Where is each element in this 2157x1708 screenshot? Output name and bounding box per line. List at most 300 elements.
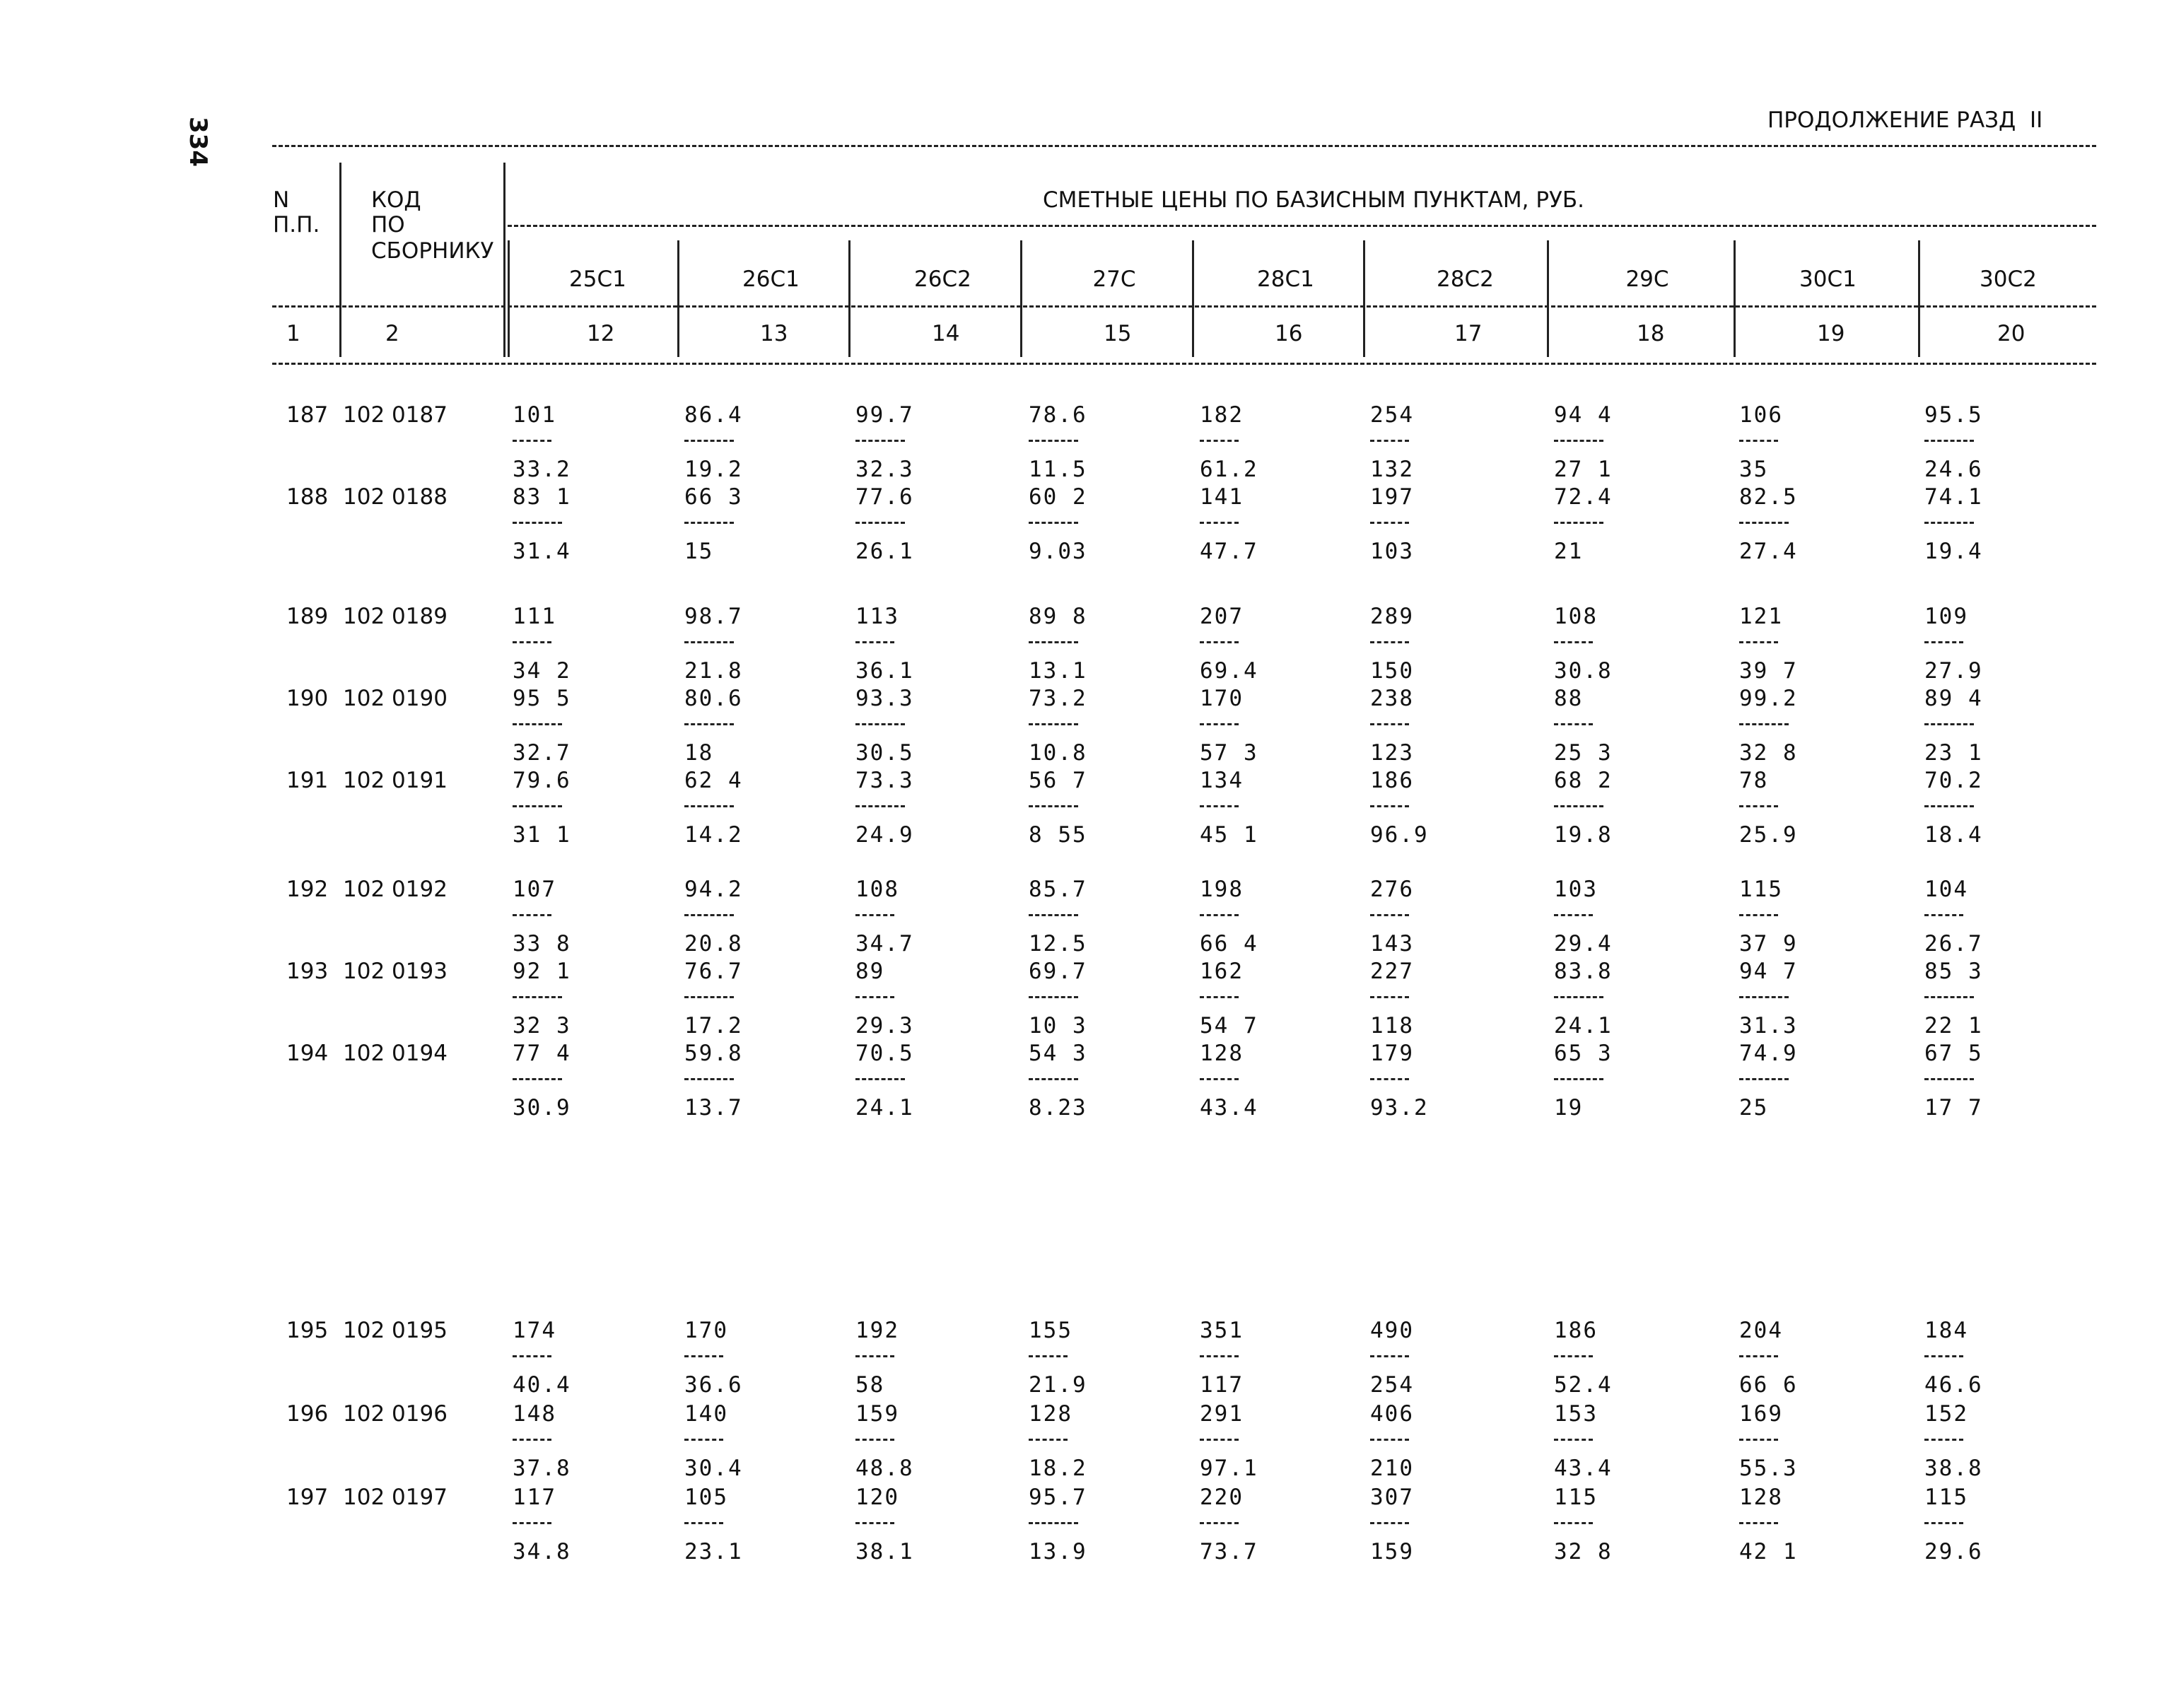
cell-top-value: 307: [1370, 1485, 1414, 1510]
header-point-sep: [677, 240, 679, 357]
cell-bottom-value: 29.3: [855, 1013, 914, 1039]
fraction-bar: [1739, 641, 1778, 643]
cell-bottom-value: 32.3: [855, 457, 914, 482]
header-np-line2: П.П.: [273, 212, 320, 238]
cell-top-value: 78.6: [1029, 402, 1087, 428]
fraction-bar: [855, 1355, 894, 1357]
fraction-bar: [855, 1078, 905, 1080]
fraction-bar: [513, 723, 562, 725]
cell-bottom-value: 21.9: [1029, 1372, 1087, 1398]
cell-bottom-value: 117: [1200, 1372, 1244, 1398]
header-col-number: 17: [1454, 321, 1483, 346]
cell-top-value: 186: [1370, 768, 1414, 793]
cell-bottom-value: 8 55: [1029, 822, 1087, 848]
cell-top-value: 141: [1200, 484, 1244, 510]
row-np: 195: [286, 1318, 329, 1343]
cell-top-value: 72.4: [1554, 484, 1613, 510]
cell-bottom-value: 31 1: [513, 822, 571, 848]
cell-bottom-value: 46.6: [1924, 1372, 1983, 1398]
fraction-bar: [855, 1439, 894, 1441]
cell-top-value: 186: [1554, 1318, 1598, 1343]
fraction-bar: [1370, 723, 1409, 725]
header-col-number: 15: [1104, 321, 1132, 346]
cell-top-value: 80.6: [684, 686, 743, 711]
header-code-line2: ПО: [371, 212, 405, 238]
cell-bottom-value: 34.8: [513, 1539, 571, 1564]
cell-top-value: 94.2: [684, 877, 743, 902]
cell-bottom-value: 143: [1370, 931, 1414, 957]
cell-bottom-value: 24.1: [1554, 1013, 1613, 1039]
fraction-bar: [513, 996, 562, 998]
header-col-sep-1: [339, 163, 341, 357]
cell-top-value: 54 3: [1029, 1041, 1087, 1066]
cell-top-value: 86.4: [684, 402, 743, 428]
cell-bottom-value: 38.1: [855, 1539, 914, 1564]
cell-top-value: 59.8: [684, 1041, 743, 1066]
row-code: 102 0191: [343, 768, 448, 793]
fraction-bar: [1029, 1078, 1078, 1080]
fraction-bar: [1924, 641, 1963, 643]
cell-bottom-value: 43.4: [1200, 1095, 1258, 1121]
fraction-bar: [1554, 522, 1603, 524]
cell-bottom-value: 13.7: [684, 1095, 743, 1121]
row-code: 102 0188: [343, 484, 448, 510]
cell-top-value: 66 3: [684, 484, 743, 510]
fraction-bar: [1739, 996, 1789, 998]
cell-top-value: 78: [1739, 768, 1769, 793]
fraction-bar: [1924, 996, 1974, 998]
header-col-sep-2: [503, 163, 505, 357]
cell-top-value: 113: [855, 604, 899, 629]
row-np: 197: [286, 1485, 329, 1510]
row-np: 187: [286, 402, 329, 428]
header-col-number: 20: [1997, 321, 2026, 346]
cell-bottom-value: 40.4: [513, 1372, 571, 1398]
cell-top-value: 192: [855, 1318, 899, 1343]
cell-top-value: 92 1: [513, 959, 571, 984]
cell-top-value: 109: [1924, 604, 1968, 629]
cell-top-value: 406: [1370, 1401, 1414, 1427]
header-point-sep: [848, 240, 850, 357]
cell-bottom-value: 24.1: [855, 1095, 914, 1121]
cell-top-value: 490: [1370, 1318, 1414, 1343]
cell-bottom-value: 26.7: [1924, 931, 1983, 957]
cell-bottom-value: 13.1: [1029, 658, 1087, 684]
header-point-label: 28С1: [1257, 267, 1314, 292]
cell-top-value: 170: [684, 1318, 728, 1343]
cell-bottom-value: 11.5: [1029, 457, 1087, 482]
cell-bottom-value: 55.3: [1739, 1456, 1798, 1481]
row-code: 102 0194: [343, 1041, 448, 1066]
fraction-bar: [855, 914, 894, 916]
fraction-bar: [1200, 522, 1239, 524]
fraction-bar: [1554, 996, 1603, 998]
cell-bottom-value: 27 1: [1554, 457, 1613, 482]
fraction-bar: [1370, 1522, 1409, 1524]
fraction-bar: [1200, 1522, 1239, 1524]
cell-bottom-value: 37 9: [1739, 931, 1798, 957]
cell-bottom-value: 22 1: [1924, 1013, 1983, 1039]
cell-bottom-value: 25.9: [1739, 822, 1798, 848]
cell-bottom-value: 19.4: [1924, 539, 1983, 564]
cell-bottom-value: 32.7: [513, 740, 571, 766]
cell-bottom-value: 66 4: [1200, 931, 1258, 957]
cell-top-value: 111: [513, 604, 556, 629]
cell-bottom-value: 19.8: [1554, 822, 1613, 848]
section-title: ПРОДОЛЖЕНИЕ РАЗД II: [1767, 107, 2043, 133]
cell-top-value: 103: [1554, 877, 1598, 902]
cell-top-value: 117: [513, 1485, 556, 1510]
header-point-label: 30С2: [1980, 267, 2037, 292]
cell-top-value: 108: [1554, 604, 1598, 629]
fraction-bar: [1554, 1522, 1593, 1524]
row-code: 102 0196: [343, 1401, 448, 1427]
fraction-bar: [513, 805, 562, 807]
fraction-bar: [1924, 440, 1974, 442]
fraction-bar: [1029, 1522, 1078, 1524]
fraction-bar: [1554, 723, 1593, 725]
row-code: 102 0193: [343, 959, 448, 984]
header-point-label: 29С: [1625, 267, 1669, 292]
cell-bottom-value: 23 1: [1924, 740, 1983, 766]
fraction-bar: [1370, 914, 1409, 916]
cell-bottom-value: 19: [1554, 1095, 1584, 1121]
cell-top-value: 169: [1739, 1401, 1783, 1427]
cell-bottom-value: 26.1: [855, 539, 914, 564]
cell-top-value: 89 8: [1029, 604, 1087, 629]
fraction-bar: [684, 1355, 723, 1357]
cell-bottom-value: 23.1: [684, 1539, 743, 1564]
cell-bottom-value: 150: [1370, 658, 1414, 684]
cell-top-value: 99.2: [1739, 686, 1798, 711]
cell-top-value: 98.7: [684, 604, 743, 629]
fraction-bar: [1200, 1078, 1239, 1080]
cell-top-value: 120: [855, 1485, 899, 1510]
cell-bottom-value: 210: [1370, 1456, 1414, 1481]
cell-bottom-value: 27.4: [1739, 539, 1798, 564]
cell-bottom-value: 13.9: [1029, 1539, 1087, 1564]
cell-top-value: 60 2: [1029, 484, 1087, 510]
fraction-bar: [1739, 805, 1778, 807]
fraction-bar: [1370, 522, 1409, 524]
fraction-bar: [1924, 1078, 1974, 1080]
fraction-bar: [1200, 805, 1239, 807]
cell-bottom-value: 9.03: [1029, 539, 1087, 564]
row-code: 102 0197: [343, 1485, 448, 1510]
cell-top-value: 85 3: [1924, 959, 1983, 984]
cell-top-value: 62 4: [684, 768, 743, 793]
cell-top-value: 204: [1739, 1318, 1783, 1343]
cell-bottom-value: 36.1: [855, 658, 914, 684]
cell-top-value: 170: [1200, 686, 1244, 711]
cell-bottom-value: 14.2: [684, 822, 743, 848]
cell-bottom-value: 57 3: [1200, 740, 1258, 766]
header-top-rule: [272, 145, 2096, 147]
fraction-bar: [1554, 440, 1603, 442]
row-np: 188: [286, 484, 329, 510]
cell-bottom-value: 132: [1370, 457, 1414, 482]
fraction-bar: [684, 522, 734, 524]
fraction-bar: [855, 440, 905, 442]
cell-bottom-value: 15: [684, 539, 714, 564]
fraction-bar: [684, 996, 734, 998]
cell-bottom-value: 19.2: [684, 457, 743, 482]
cell-bottom-value: 29.6: [1924, 1539, 1983, 1564]
cell-bottom-value: 159: [1370, 1539, 1414, 1564]
cell-bottom-value: 61.2: [1200, 457, 1258, 482]
fraction-bar: [513, 1355, 551, 1357]
header-mid-rule: [272, 305, 2096, 308]
cell-top-value: 105: [684, 1485, 728, 1510]
cell-top-value: 153: [1554, 1401, 1598, 1427]
fraction-bar: [684, 914, 734, 916]
fraction-bar: [513, 1439, 551, 1441]
cell-bottom-value: 8.23: [1029, 1095, 1087, 1121]
header-point-label: 25С1: [569, 267, 626, 292]
cell-top-value: 74.1: [1924, 484, 1983, 510]
header-point-sep: [1918, 240, 1920, 357]
fraction-bar: [1370, 641, 1409, 643]
cell-bottom-value: 31.3: [1739, 1013, 1798, 1039]
header-col-number: 18: [1637, 321, 1665, 346]
cell-top-value: 99.7: [855, 402, 914, 428]
fraction-bar: [1554, 641, 1593, 643]
cell-bottom-value: 48.8: [855, 1456, 914, 1481]
cell-bottom-value: 34.7: [855, 931, 914, 957]
cell-bottom-value: 17.2: [684, 1013, 743, 1039]
header-col-number: 14: [932, 321, 960, 346]
cell-top-value: 121: [1739, 604, 1783, 629]
fraction-bar: [855, 723, 905, 725]
fraction-bar: [513, 522, 562, 524]
cell-bottom-value: 21: [1554, 539, 1584, 564]
cell-bottom-value: 33.2: [513, 457, 571, 482]
fraction-bar: [684, 805, 734, 807]
fraction-bar: [1370, 805, 1409, 807]
fraction-bar: [513, 1522, 551, 1524]
row-code: 102 0189: [343, 604, 448, 629]
cell-top-value: 76.7: [684, 959, 743, 984]
cell-bottom-value: 37.8: [513, 1456, 571, 1481]
row-np: 194: [286, 1041, 329, 1066]
header-col-number: 19: [1817, 321, 1845, 346]
fraction-bar: [1739, 914, 1778, 916]
cell-top-value: 198: [1200, 877, 1244, 902]
fraction-bar: [1739, 723, 1789, 725]
cell-bottom-value: 24.9: [855, 822, 914, 848]
fraction-bar: [1370, 996, 1409, 998]
cell-top-value: 140: [684, 1401, 728, 1427]
cell-top-value: 67 5: [1924, 1041, 1983, 1066]
fraction-bar: [1029, 440, 1078, 442]
cell-bottom-value: 30.8: [1554, 658, 1613, 684]
cell-bottom-value: 97.1: [1200, 1456, 1258, 1481]
header-point-sep: [1547, 240, 1549, 357]
cell-bottom-value: 93.2: [1370, 1095, 1429, 1121]
fraction-bar: [1029, 1355, 1068, 1357]
fraction-bar: [1554, 1439, 1593, 1441]
fraction-bar: [1924, 1355, 1963, 1357]
cell-top-value: 79.6: [513, 768, 571, 793]
cell-bottom-value: 36.6: [684, 1372, 743, 1398]
header-point-label: 27С: [1092, 267, 1136, 292]
header-code-line3: СБОРНИКУ: [371, 238, 494, 264]
fraction-bar: [1924, 1439, 1963, 1441]
cell-top-value: 128: [1029, 1401, 1072, 1427]
cell-top-value: 88: [1554, 686, 1584, 711]
cell-bottom-value: 12.5: [1029, 931, 1087, 957]
fraction-bar: [1029, 1439, 1068, 1441]
cell-top-value: 128: [1200, 1041, 1244, 1066]
header-col-number: 2: [385, 321, 399, 346]
fraction-bar: [1200, 996, 1239, 998]
cell-bottom-value: 42 1: [1739, 1539, 1798, 1564]
cell-top-value: 179: [1370, 1041, 1414, 1066]
row-np: 189: [286, 604, 329, 629]
cell-bottom-value: 18.2: [1029, 1456, 1087, 1481]
cell-top-value: 70.5: [855, 1041, 914, 1066]
cell-bottom-value: 21.8: [684, 658, 743, 684]
cell-bottom-value: 123: [1370, 740, 1414, 766]
fraction-bar: [1739, 522, 1789, 524]
cell-top-value: 197: [1370, 484, 1414, 510]
cell-top-value: 351: [1200, 1318, 1244, 1343]
cell-top-value: 68 2: [1554, 768, 1613, 793]
cell-top-value: 276: [1370, 877, 1414, 902]
cell-bottom-value: 45 1: [1200, 822, 1258, 848]
cell-top-value: 70.2: [1924, 768, 1983, 793]
cell-top-value: 254: [1370, 402, 1414, 428]
cell-bottom-value: 27.9: [1924, 658, 1983, 684]
fraction-bar: [855, 522, 905, 524]
page-number: 334: [184, 117, 212, 167]
fraction-bar: [855, 996, 894, 998]
cell-top-value: 83 1: [513, 484, 571, 510]
header-point-label: 26С1: [742, 267, 800, 292]
cell-top-value: 101: [513, 402, 556, 428]
cell-bottom-value: 73.7: [1200, 1539, 1258, 1564]
cell-top-value: 152: [1924, 1401, 1968, 1427]
cell-bottom-value: 32 8: [1739, 740, 1798, 766]
cell-top-value: 174: [513, 1318, 556, 1343]
cell-top-value: 89: [855, 959, 885, 984]
header-point-sep: [1734, 240, 1736, 357]
cell-top-value: 106: [1739, 402, 1783, 428]
fraction-bar: [1029, 914, 1078, 916]
header-point-sep: [1192, 240, 1194, 357]
cell-bottom-value: 35: [1739, 457, 1769, 482]
cell-bottom-value: 25 3: [1554, 740, 1613, 766]
row-np: 192: [286, 877, 329, 902]
cell-bottom-value: 118: [1370, 1013, 1414, 1039]
cell-top-value: 148: [513, 1401, 556, 1427]
fraction-bar: [513, 914, 551, 916]
cell-top-value: 162: [1200, 959, 1244, 984]
cell-top-value: 107: [513, 877, 556, 902]
cell-top-value: 184: [1924, 1318, 1968, 1343]
cell-top-value: 291: [1200, 1401, 1244, 1427]
fraction-bar: [1200, 914, 1239, 916]
cell-top-value: 94 7: [1739, 959, 1798, 984]
fraction-bar: [855, 641, 894, 643]
cell-top-value: 94 4: [1554, 402, 1613, 428]
cell-top-value: 95.5: [1924, 402, 1983, 428]
cell-bottom-value: 58: [855, 1372, 885, 1398]
header-col-number: 1: [286, 321, 300, 346]
cell-bottom-value: 34 2: [513, 658, 571, 684]
cell-top-value: 159: [855, 1401, 899, 1427]
cell-top-value: 73.2: [1029, 686, 1087, 711]
fraction-bar: [1029, 522, 1078, 524]
fraction-bar: [684, 1078, 734, 1080]
fraction-bar: [1739, 440, 1778, 442]
header-np-line1: N: [273, 187, 290, 213]
row-code: 102 0192: [343, 877, 448, 902]
cell-bottom-value: 30.4: [684, 1456, 743, 1481]
cell-bottom-value: 69.4: [1200, 658, 1258, 684]
cell-top-value: 89 4: [1924, 686, 1983, 711]
cell-bottom-value: 24.6: [1924, 457, 1983, 482]
row-code: 102 0190: [343, 686, 448, 711]
fraction-bar: [1029, 641, 1078, 643]
cell-bottom-value: 103: [1370, 539, 1414, 564]
row-code: 102 0187: [343, 402, 448, 428]
cell-top-value: 134: [1200, 768, 1244, 793]
cell-bottom-value: 47.7: [1200, 539, 1258, 564]
cell-bottom-value: 39 7: [1739, 658, 1798, 684]
fraction-bar: [1739, 1078, 1789, 1080]
header-point-sep: [508, 240, 510, 357]
fraction-bar: [1554, 1355, 1593, 1357]
cell-top-value: 69.7: [1029, 959, 1087, 984]
cell-bottom-value: 96.9: [1370, 822, 1429, 848]
cell-top-value: 95 5: [513, 686, 571, 711]
cell-bottom-value: 32 3: [513, 1013, 571, 1039]
cell-top-value: 220: [1200, 1485, 1244, 1510]
cell-bottom-value: 254: [1370, 1372, 1414, 1398]
cell-top-value: 115: [1924, 1485, 1968, 1510]
cell-bottom-value: 38.8: [1924, 1456, 1983, 1481]
header-group-rule: [508, 225, 2096, 227]
cell-bottom-value: 10 3: [1029, 1013, 1087, 1039]
fraction-bar: [513, 641, 551, 643]
cell-bottom-value: 25: [1739, 1095, 1769, 1121]
fraction-bar: [1200, 723, 1239, 725]
cell-bottom-value: 18: [684, 740, 714, 766]
fraction-bar: [1200, 1439, 1239, 1441]
header-group-title: СМЕТНЫЕ ЦЕНЫ ПО БАЗИСНЫМ ПУНКТАМ, РУБ.: [1043, 187, 1585, 213]
cell-top-value: 182: [1200, 402, 1244, 428]
cell-bottom-value: 17 7: [1924, 1095, 1983, 1121]
cell-top-value: 74.9: [1739, 1041, 1798, 1066]
cell-top-value: 207: [1200, 604, 1244, 629]
fraction-bar: [855, 1522, 894, 1524]
cell-top-value: 104: [1924, 877, 1968, 902]
fraction-bar: [513, 1078, 562, 1080]
header-col-number: 12: [587, 321, 615, 346]
cell-bottom-value: 31.4: [513, 539, 571, 564]
cell-top-value: 77.6: [855, 484, 914, 510]
cell-top-value: 108: [855, 877, 899, 902]
cell-bottom-value: 54 7: [1200, 1013, 1258, 1039]
fraction-bar: [684, 641, 734, 643]
cell-bottom-value: 29.4: [1554, 931, 1613, 957]
cell-bottom-value: 66 6: [1739, 1372, 1798, 1398]
fraction-bar: [1924, 522, 1974, 524]
fraction-bar: [1029, 805, 1078, 807]
fraction-bar: [513, 440, 551, 442]
cell-top-value: 77 4: [513, 1041, 571, 1066]
